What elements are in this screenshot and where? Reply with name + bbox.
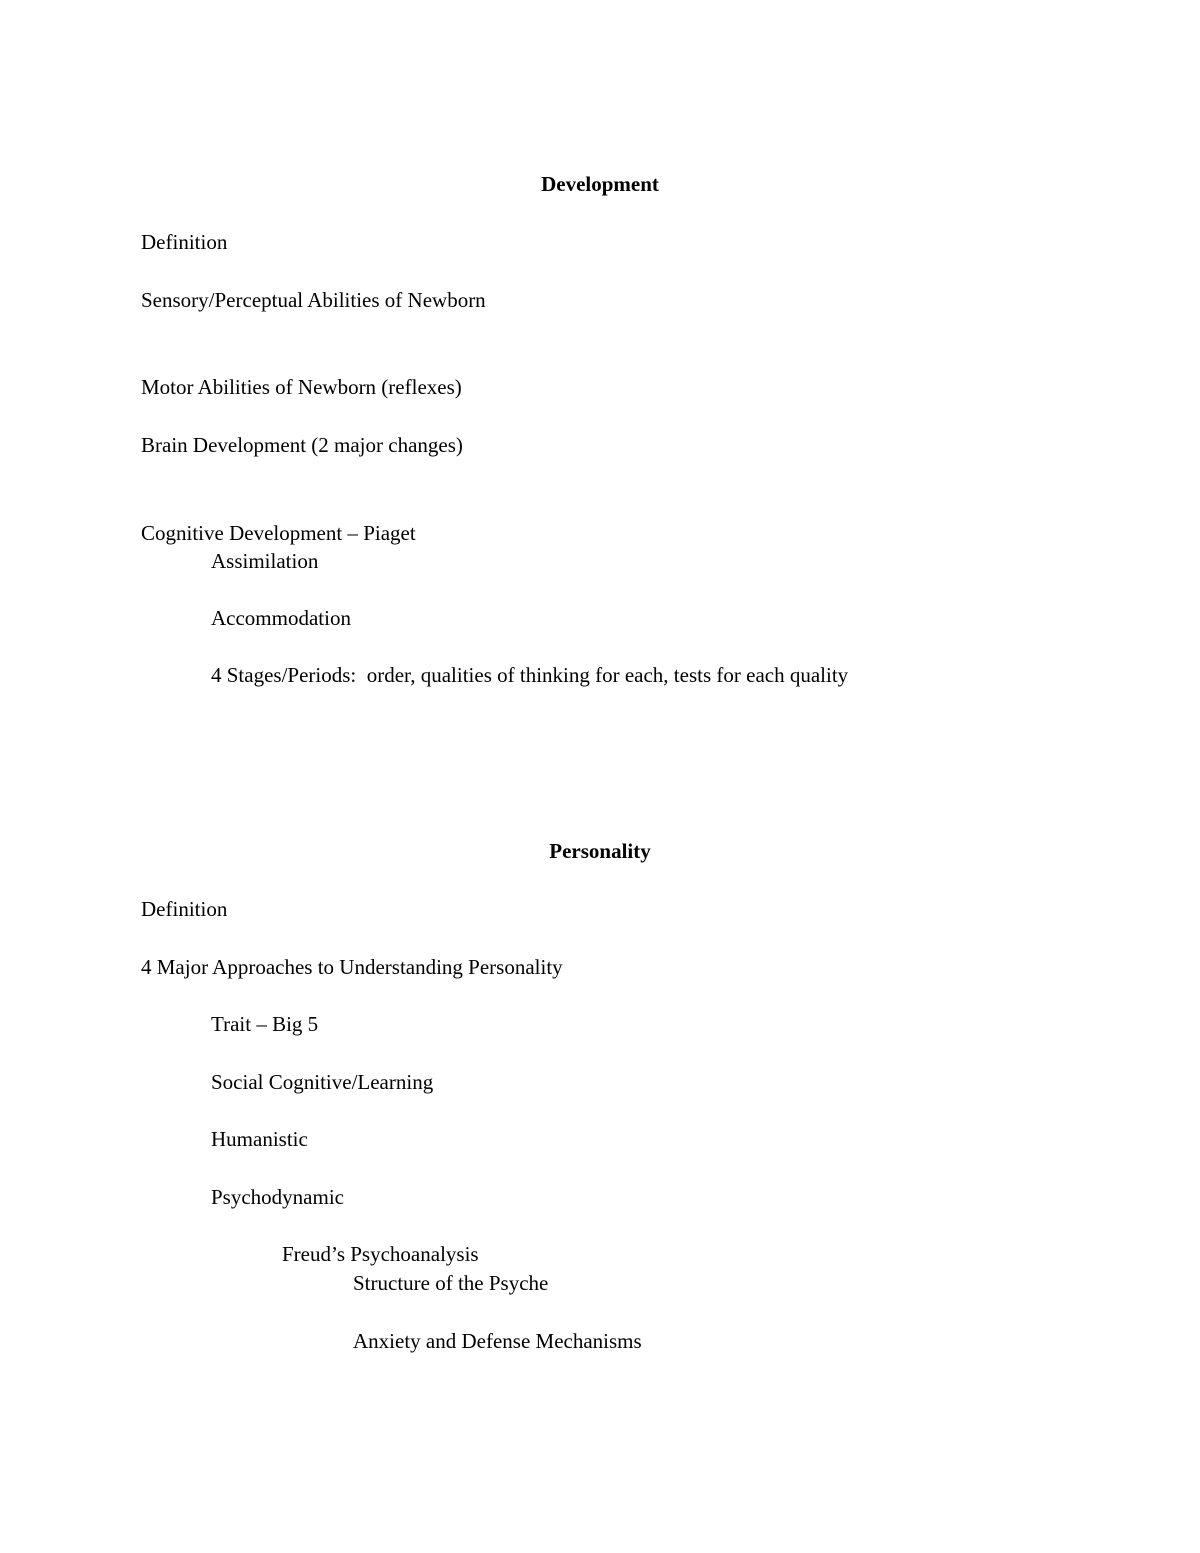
trait-approach: Trait – Big 5 xyxy=(211,1012,319,1036)
humanistic-approach: Humanistic xyxy=(211,1127,308,1151)
sensory-perceptual-abilities: Sensory/Perceptual Abilities of Newborn xyxy=(141,288,486,312)
anxiety-defense-mechanisms: Anxiety and Defense Mechanisms xyxy=(353,1329,642,1353)
brain-development: Brain Development (2 major changes) xyxy=(141,433,463,457)
psychodynamic-approach: Psychodynamic xyxy=(211,1185,344,1209)
motor-abilities: Motor Abilities of Newborn (reflexes) xyxy=(141,375,462,399)
freud-psychoanalysis: Freud’s Psychoanalysis xyxy=(282,1242,479,1266)
development-definition: Definition xyxy=(141,230,228,254)
development-heading: Development xyxy=(541,172,659,196)
cognitive-development: Cognitive Development – Piaget xyxy=(141,521,416,545)
accommodation: Accommodation xyxy=(211,606,351,630)
major-approaches: 4 Major Approaches to Understanding Personality xyxy=(141,955,563,979)
personality-definition: Definition xyxy=(141,897,228,921)
personality-heading: Personality xyxy=(549,839,651,863)
social-cognitive-approach: Social Cognitive/Learning xyxy=(211,1070,434,1094)
piaget-stages: 4 Stages/Periods: order, qualities of thinking for each, tests for each quality xyxy=(211,663,849,687)
assimilation: Assimilation xyxy=(211,549,319,573)
structure-of-psyche: Structure of the Psyche xyxy=(353,1271,549,1295)
